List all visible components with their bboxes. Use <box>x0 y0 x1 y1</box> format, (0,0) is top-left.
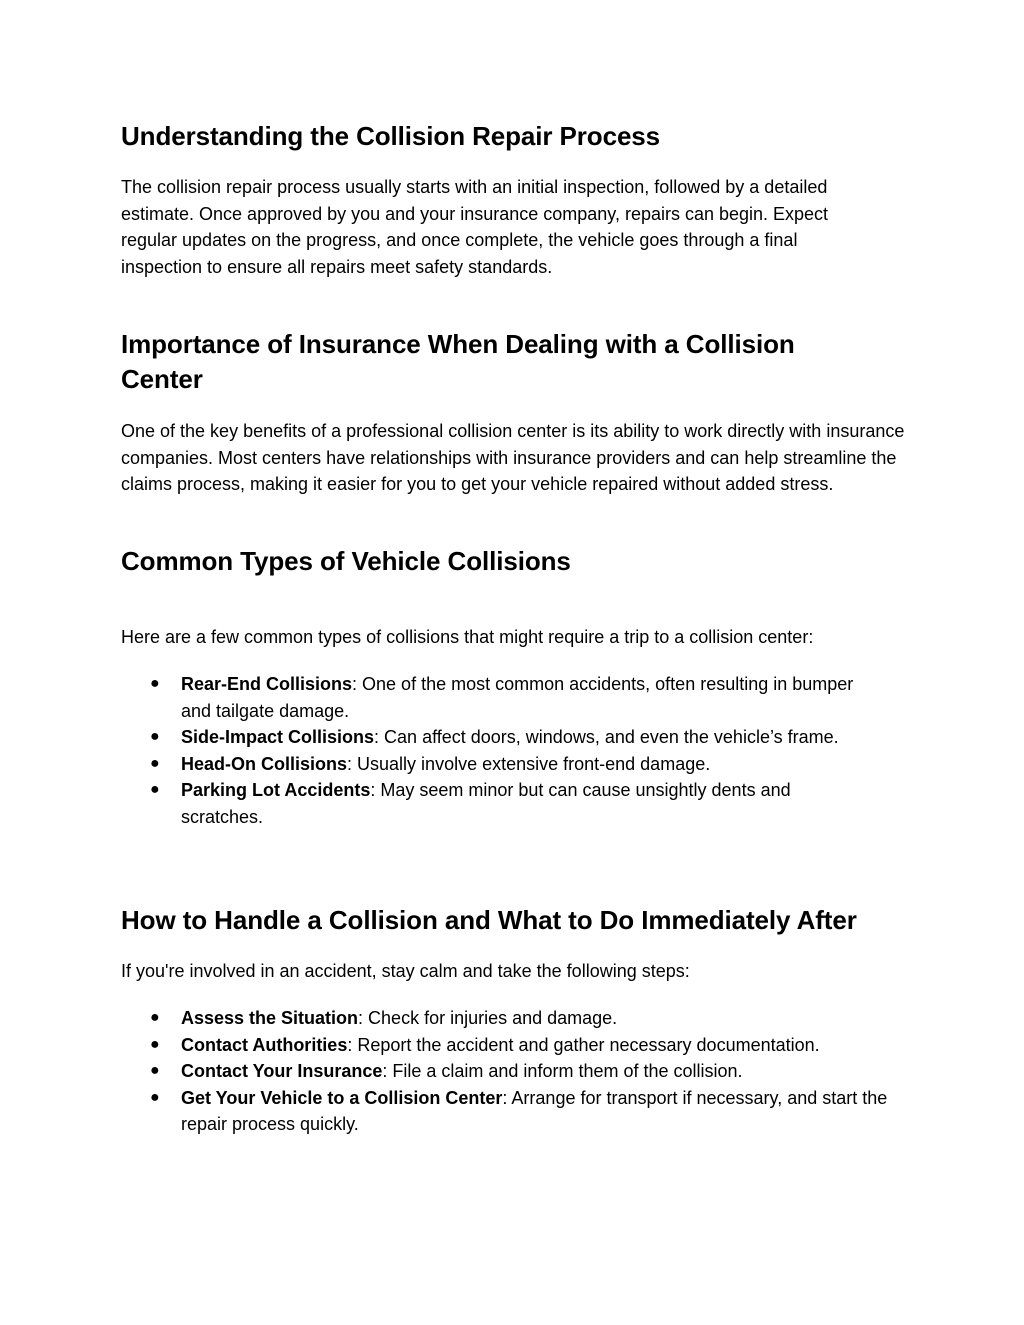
heading-importance-of-insurance: Importance of Insurance When Dealing with a Collision Center <box>121 329 795 394</box>
list-item-term: Parking Lot Accidents <box>181 780 371 800</box>
list-item-term: Contact Authorities <box>181 1034 348 1055</box>
list-item-text: : May seem minor but can cause unsightly dents and scratches. <box>181 780 791 827</box>
bullet-icon: ● <box>150 1062 160 1079</box>
list-item <box>121 671 861 724</box>
list-item-term: Head-On Collisions <box>181 753 348 774</box>
bullet-icon: ● <box>150 675 160 692</box>
bullet-icon: ● <box>150 728 160 745</box>
list-item-text: : Can affect doors, windows, and even the vehicle’s frame. <box>374 727 839 747</box>
list-item-text: : Check for injuries and damage. <box>358 1008 618 1028</box>
heading-handle-a-collision: How to Handle a Collision and What to Do Immediately After <box>121 905 857 935</box>
list-item-term: Get Your Vehicle to a Collision Center <box>181 1087 503 1108</box>
paragraph-handle-a-collision: If you're involved in an accident, stay calm and take the following steps: <box>121 961 690 981</box>
list-item-term: Assess the Situation <box>181 1008 359 1028</box>
list-item-text: : Arrange for transport if necessary, and start the repair process quickly. <box>181 1087 888 1134</box>
bullet-icon: ● <box>150 1035 160 1053</box>
list-item-text: : File a claim and inform them of the collision. <box>382 1061 743 1081</box>
list-item-text: : Report the accident and gather necessary documentation. <box>347 1034 820 1055</box>
list-item-term: Contact Your Insurance <box>181 1061 383 1081</box>
list-item-text: : One of the most common accidents, often resulting in bumper and tailgate damage. <box>181 674 854 721</box>
list-item <box>121 1058 911 1085</box>
paragraph-importance-of-insurance: One of the key benefits of a professional collision center is its ability to work directly with insurance companies. Most centers have relationships with insurance providers and can help streamline the claims process, making it easier for you to get your vehicle repaired without added stress. <box>121 421 905 494</box>
list-item <box>121 1032 911 1059</box>
list-item-term: Rear-End Collisions <box>181 674 353 694</box>
bullet-icon: ● <box>150 754 160 772</box>
list-item-term: Side-Impact Collisions <box>181 727 375 747</box>
list-item <box>121 724 861 751</box>
list-item-text: : Usually involve extensive front-end damage. <box>347 753 711 774</box>
list-item <box>121 1005 911 1032</box>
list-collision-types <box>121 671 911 830</box>
list-steps-after-collision <box>121 1005 911 1138</box>
heading-collision-repair-process: Understanding the Collision Repair Process <box>121 121 661 151</box>
bullet-icon: ● <box>150 1088 160 1106</box>
list-item <box>121 1085 911 1138</box>
bullet-icon: ● <box>150 781 160 798</box>
paragraph-collision-repair-process: The collision repair process usually starts with an initial inspection, followed by a detailed estimate. Once approved by you and your insurance company, repairs can begin. Expect regular updates on the progress, and once complete, the vehicle goes through a final inspection to ensure all repairs meet safety standards. <box>121 177 829 277</box>
bullet-icon: ● <box>150 1009 160 1026</box>
heading-common-collision-types: Common Types of Vehicle Collisions <box>121 546 571 576</box>
list-item <box>121 751 871 778</box>
paragraph-common-collision-types: Here are a few common types of collisions that might require a trip to a collision center: <box>121 627 814 647</box>
list-item <box>121 777 871 830</box>
